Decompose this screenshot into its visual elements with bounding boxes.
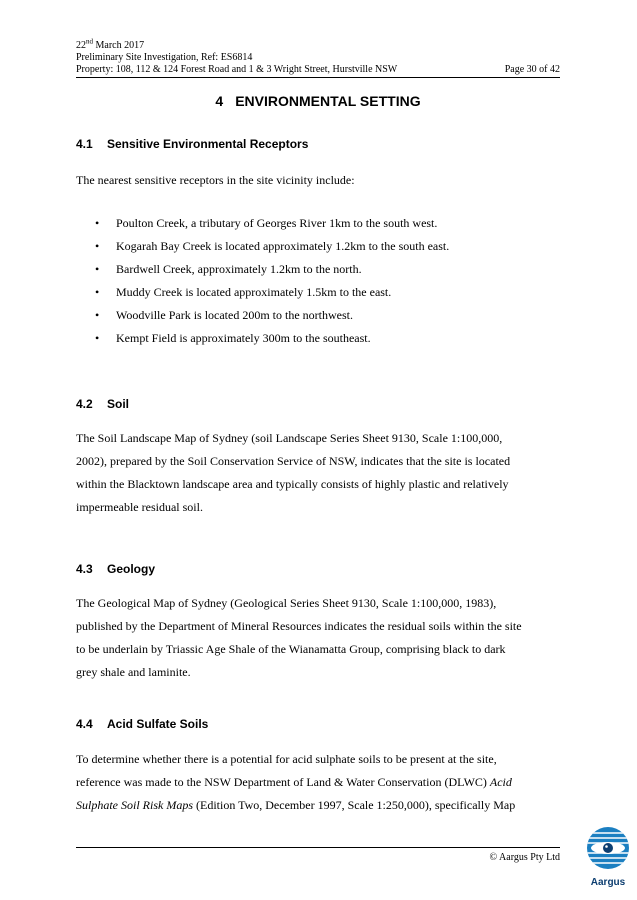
text-line: reference was made to the NSW Department of Land & Water Conservation (DLWC) Acid <box>76 775 512 789</box>
list-item: • Kogarah Bay Creek is located approximately 1.2km to the south east. <box>76 235 560 258</box>
bullet-icon: • <box>95 216 100 230</box>
list-item: • Poulton Creek, a tributary of Georges River 1km to the south west. <box>76 212 560 235</box>
text-line: 2002), prepared by the Soil Conservation Service of NSW, indicates that the site is located <box>76 454 511 468</box>
text-line: To determine whether there is a potential for acid sulphate soils to be present at the site, <box>76 752 497 766</box>
footer-rule <box>76 847 560 848</box>
bullet-icon: • <box>95 239 100 253</box>
section-number: 4.3 <box>76 562 93 576</box>
list-item: • Muddy Creek is located approximately 1.5km to the east. <box>76 281 560 304</box>
soil-paragraph <box>76 427 560 519</box>
acid-sulfate-paragraph <box>76 748 560 817</box>
header-date <box>76 37 145 52</box>
section-title: Geology <box>107 562 156 576</box>
list-item: • Kempt Field is approximately 300m to the southeast. <box>76 327 560 350</box>
section-number: 4.2 <box>76 397 93 411</box>
section-number: 4.1 <box>76 137 93 151</box>
text-line: within the Blacktown landscape area and typically consists of highly plastic and relatively <box>76 477 509 491</box>
text-line: Sulphate Soil Risk Maps (Edition Two, December 1997, Scale 1:250,000), specifically Map <box>76 798 516 812</box>
date-suffix: nd <box>86 37 93 46</box>
section-heading-soil <box>76 397 129 412</box>
section-heading-geology <box>76 562 155 577</box>
header-rule <box>76 77 560 78</box>
receptors-list <box>76 212 560 350</box>
date-rest: March 2017 <box>93 40 145 51</box>
logo-wordmark: Aargus <box>590 877 626 888</box>
date-day: 22 <box>76 40 86 51</box>
bullet-icon: • <box>95 308 100 322</box>
list-item: • Woodville Park is located 200m to the northwest. <box>76 304 560 327</box>
section-heading-receptors <box>76 137 308 152</box>
chapter-number: 4 <box>215 93 224 109</box>
geology-paragraph <box>76 592 560 684</box>
header-report-ref: Preliminary Site Investigation, Ref: ES6814 <box>76 52 253 63</box>
map-title-part: Sulphate Soil Risk Maps <box>76 798 193 812</box>
text-line: published by the Department of Mineral Resources indicates the residual soils within the site <box>76 619 522 633</box>
section-heading-acid-sulfate <box>76 717 208 732</box>
section-title: Sensitive Environmental Receptors <box>107 137 309 151</box>
section-title: Acid Sulfate Soils <box>107 717 209 731</box>
text-line: The Geological Map of Sydney (Geological Series Sheet 9130, Scale 1:100,000, 1983), <box>76 596 497 610</box>
text-line: to be underlain by Triassic Age Shale of the Wianamatta Group, comprising black to dark <box>76 642 506 656</box>
bullet-icon: • <box>95 331 100 345</box>
text-line: The Soil Landscape Map of Sydney (soil Landscape Series Sheet 9130, Scale 1:100,000, <box>76 431 503 445</box>
page-number: Page 30 of 42 <box>504 64 560 75</box>
list-item: • Bardwell Creek, approximately 1.2km to the north. <box>76 258 560 281</box>
map-title-part: Acid <box>489 775 512 789</box>
text-line: impermeable residual soil. <box>76 500 203 514</box>
section-title: Soil <box>107 397 130 411</box>
bullet-icon: • <box>95 285 100 299</box>
chapter-title: ENVIRONMENTAL SETTING <box>235 93 421 109</box>
header-property: Property: 108, 112 & 124 Forest Road and 1 & 3 Wright Street, Hurstville NSW <box>76 64 398 75</box>
copyright: © Aargus Pty Ltd <box>489 852 560 863</box>
bullet-icon: • <box>95 262 100 276</box>
section-number: 4.4 <box>76 717 93 731</box>
chapter-heading <box>76 92 560 110</box>
aargus-logo <box>585 824 631 890</box>
text-line: grey shale and laminite. <box>76 665 191 679</box>
receptors-intro: The nearest sensitive receptors in the site vicinity include: <box>76 173 355 187</box>
